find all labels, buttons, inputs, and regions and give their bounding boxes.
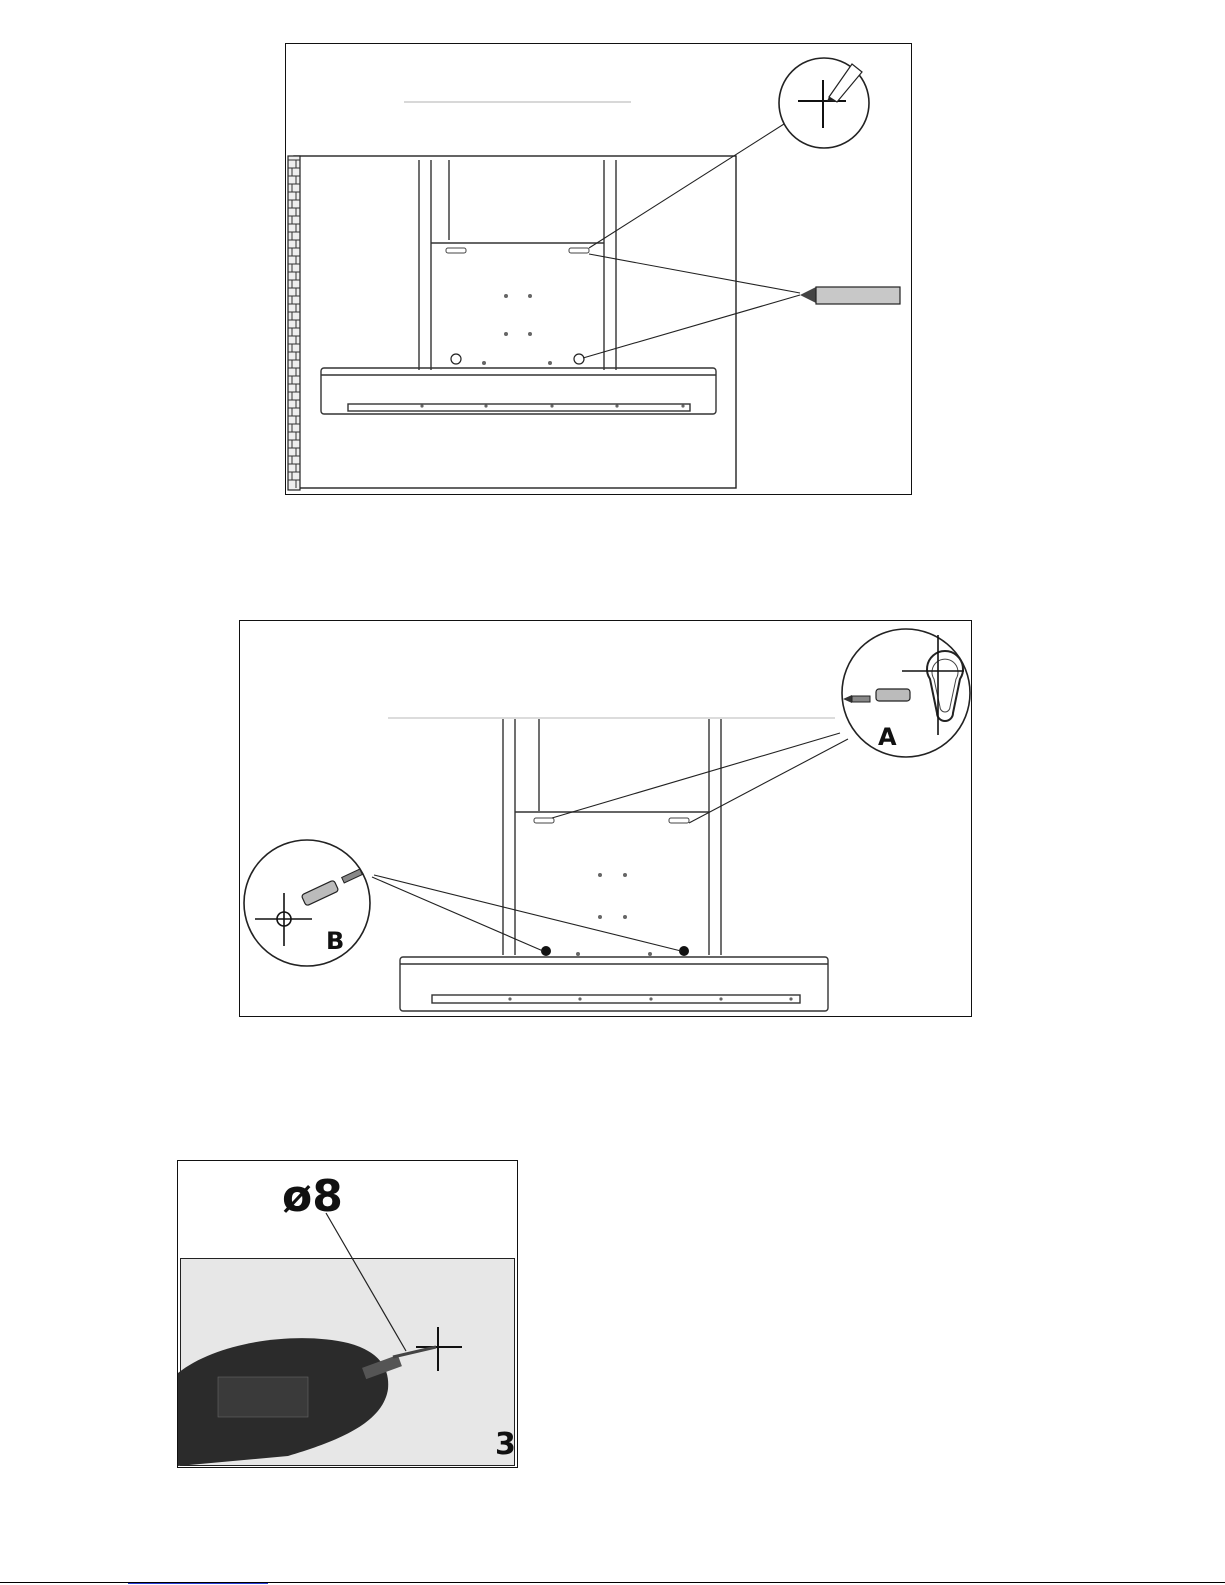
drill-icon <box>178 1338 436 1466</box>
figure-fix-screws <box>239 620 972 1017</box>
footer-link-underline[interactable] <box>128 1583 268 1584</box>
figure-drill <box>177 1160 518 1468</box>
detail-circle-a <box>842 629 970 757</box>
hood-outline-drawing <box>286 44 911 494</box>
detail-circle-b <box>244 840 370 966</box>
wall-plug-icon <box>876 689 910 701</box>
label-b: B <box>326 927 345 955</box>
hood-fixing-drawing <box>240 621 971 1016</box>
wall-brick-edge <box>288 156 300 490</box>
drill-illustration <box>178 1161 517 1467</box>
crosshair-icon <box>779 58 869 148</box>
figure-mark-holes <box>285 43 912 495</box>
diameter-label: ø8 <box>282 1171 343 1222</box>
label-a: A <box>878 723 897 751</box>
pencil-icon <box>800 287 900 304</box>
step-number: 3 <box>495 1427 516 1462</box>
